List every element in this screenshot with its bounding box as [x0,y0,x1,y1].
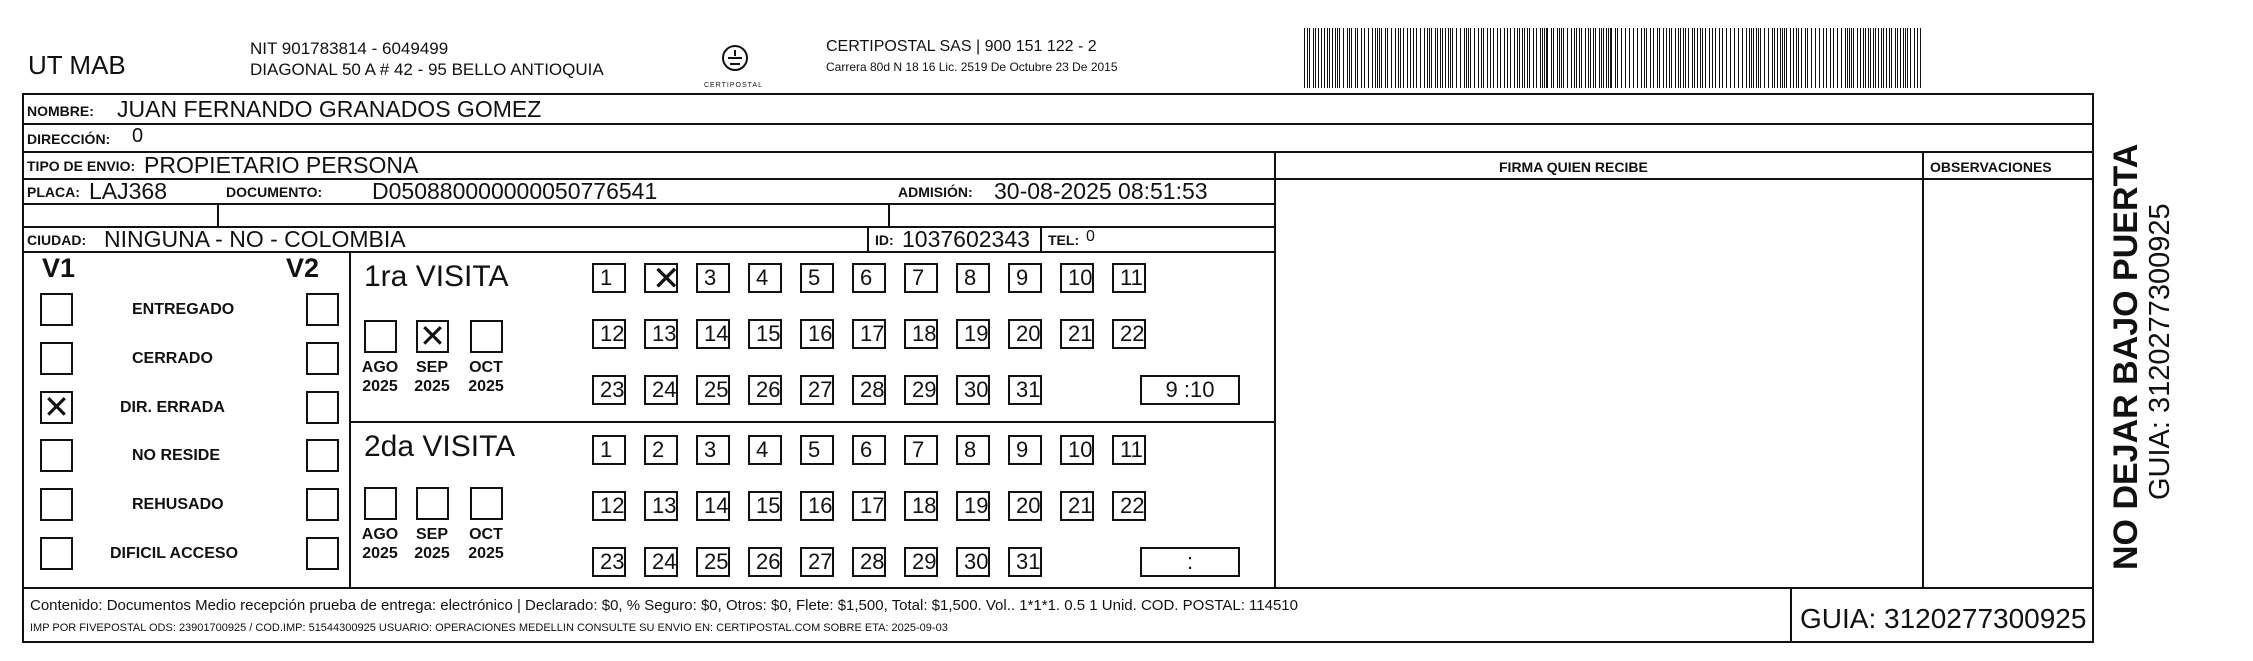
v1-checkbox[interactable] [40,342,73,375]
v2-checkbox[interactable] [306,488,339,521]
day-box[interactable]: 30 [956,547,990,577]
v2-checkbox[interactable] [306,537,339,570]
day-box[interactable]: 29 [904,375,938,405]
admision-label: ADMISIÓN: [898,184,973,200]
status-label: DIR. ERRADA [120,399,225,416]
company-nit-address [250,38,604,80]
id-label: ID: [875,232,894,248]
tel-label: TEL: [1048,232,1080,248]
month-checkbox-ago[interactable] [364,320,397,353]
logo-caption: CERTIPOSTAL [704,82,763,89]
status-label: DIFICIL ACCESO [110,545,239,562]
day-box[interactable]: 3 [696,263,730,293]
no-dejar-bajo-puerta: NO DEJAR BAJO PUERTA [2107,143,2145,570]
month-label: SEP 2025 [414,526,450,562]
day-box[interactable]: 16 [800,491,834,521]
month-checkbox-oct[interactable] [470,487,503,520]
tipo-envio-value: PROPIETARIO PERSONA [144,152,419,178]
v1-title: V1 [42,253,76,283]
day-box[interactable]: 26 [748,375,782,405]
v1-checkbox[interactable] [40,537,73,570]
day-box[interactable]: 31 [1008,547,1042,577]
day-box[interactable]: 20 [1008,491,1042,521]
day-box[interactable]: 15 [748,491,782,521]
first-visit-title: 1ra VISITA [364,260,509,293]
tipo-envio-label: TIPO DE ENVIO: [27,158,136,174]
day-box[interactable]: 22 [1112,491,1146,521]
day-box[interactable]: 6 [852,435,886,465]
day-box[interactable]: 19 [956,491,990,521]
day-box[interactable]: 19 [956,319,990,349]
day-box[interactable]: 15 [748,319,782,349]
tel-value: 0 [1086,228,1095,245]
day-box[interactable]: 13 [644,319,678,349]
day-box[interactable]: 9 [1008,263,1042,293]
status-label: ENTREGADO [132,301,235,318]
day-box[interactable]: 10 [1060,435,1094,465]
day-box[interactable]: 31 [1008,375,1042,405]
v1-checkbox[interactable] [40,488,73,521]
month-checkbox-sep[interactable]: ✕ [416,320,449,353]
day-box[interactable]: 23 [592,547,626,577]
day-box[interactable]: 28 [852,547,886,577]
v2-checkbox[interactable] [306,342,339,375]
day-box[interactable]: 12 [592,491,626,521]
day-box[interactable]: 20 [1008,319,1042,349]
month-label: SEP 2025 [414,359,450,395]
documento-value: D050880000000050776541 [372,178,658,204]
day-box[interactable]: 25 [696,547,730,577]
month-checkbox-oct[interactable] [470,320,503,353]
day-box[interactable]: 21 [1060,491,1094,521]
month-checkbox-ago[interactable] [364,487,397,520]
day-box[interactable]: 3 [696,435,730,465]
day-box[interactable]: 4 [748,263,782,293]
day-box[interactable]: 14 [696,491,730,521]
day-box[interactable]: 1 [592,263,626,293]
v2-checkbox[interactable] [306,293,339,326]
v1-checkbox[interactable] [40,293,73,326]
day-box[interactable]: 27 [800,375,834,405]
guia-footer: GUIA: 3120277300925 [1800,603,2087,634]
day-box[interactable]: 29 [904,547,938,577]
month-label: AGO 2025 [361,526,399,562]
status-label: CERRADO [132,350,213,367]
certipostal-address: Carrera 80d N 18 16 Lic. 2519 De Octubre 23 De 2015 [826,60,1118,74]
certipostal-logo-icon [710,36,760,86]
direccion-label: DIRECCIÓN: [27,131,111,147]
day-box[interactable]: 5 [800,263,834,293]
status-label: REHUSADO [132,496,224,513]
second-visit-title: 2da VISITA [364,430,516,463]
day-box[interactable]: 5 [800,435,834,465]
v2-checkbox[interactable] [306,391,339,424]
day-box[interactable]: ✕ [644,263,678,293]
direccion-value: 0 [132,125,144,147]
address-line: DIAGONAL 50 A # 42 - 95 BELLO ANTIOQUIA [250,60,604,79]
day-box[interactable]: 18 [904,491,938,521]
barcode [1304,28,1924,88]
month-label: AGO 2025 [361,359,399,395]
observaciones-label: OBSERVACIONES [1930,159,2052,175]
ciudad-value: NINGUNA - NO - COLOMBIA [104,226,406,252]
certipostal-name: CERTIPOSTAL SAS | 900 151 122 - 2 [826,38,1097,55]
day-box[interactable]: 26 [748,547,782,577]
day-box[interactable]: 24 [644,375,678,405]
v2-title: V2 [286,253,320,283]
day-box[interactable]: 7 [904,263,938,293]
day-box[interactable]: 16 [800,319,834,349]
day-box[interactable]: 2 [644,435,678,465]
day-box[interactable]: 1 [592,435,626,465]
day-box[interactable]: 11 [1112,263,1146,293]
admision-value: 30-08-2025 08:51:53 [994,178,1208,204]
placa-value: LAJ368 [89,178,168,204]
day-box[interactable]: 12 [592,319,626,349]
day-box[interactable]: 14 [696,319,730,349]
month-label: OCT 2025 [468,526,504,562]
day-box[interactable]: 22 [1112,319,1146,349]
status-label: NO RESIDE [132,447,221,464]
day-box[interactable]: 6 [852,263,886,293]
day-box[interactable]: 25 [696,375,730,405]
day-box[interactable]: 21 [1060,319,1094,349]
day-box[interactable]: 7 [904,435,938,465]
company-name: UT MAB [28,50,126,80]
documento-label: DOCUMENTO: [226,184,323,200]
contenido-line: Contenido: Documentos Medio recepción prueba de entrega: electrónico | Declarado: $0, % Seguro: $0, Otros: $0, Flete: $1,500, Total: $1,500. Vol.. 1*1*1. 0.5 1 Unid. COD. POSTAL: 114510 [30,597,1298,614]
day-box[interactable]: 30 [956,375,990,405]
nit-line: NIT 901783814 - 6049499 [250,39,449,58]
time-box[interactable]: 9 :10 [1140,375,1240,405]
time-box[interactable]: : [1140,547,1240,577]
day-box[interactable]: 17 [852,491,886,521]
v1-checkbox[interactable] [40,439,73,472]
day-box[interactable]: 4 [748,435,782,465]
id-value: 1037602343 [902,226,1030,252]
impresion-line: IMP POR FIVEPOSTAL ODS: 23901700925 / COD.IMP: 51544300925 USUARIO: OPERACIONES MEDELLIN CONSULTE SU ENVIO EN: CERTIPOSTAL.COM SOBRE ETA: 2025-09-03 [30,622,948,634]
nombre-label: NOMBRE: [27,103,94,119]
ciudad-label: CIUDAD: [27,232,87,248]
day-box[interactable]: 17 [852,319,886,349]
day-box[interactable]: 13 [644,491,678,521]
day-box[interactable]: 18 [904,319,938,349]
nombre-value: JUAN FERNANDO GRANADOS GOMEZ [117,96,542,122]
day-box[interactable]: 28 [852,375,886,405]
day-box[interactable]: 9 [1008,435,1042,465]
day-box[interactable]: 27 [800,547,834,577]
firma-label: FIRMA QUIEN RECIBE [1499,159,1648,175]
v2-checkbox[interactable] [306,439,339,472]
month-label: OCT 2025 [468,359,504,395]
guide-frame [22,93,2094,643]
day-box[interactable]: 10 [1060,263,1094,293]
day-box[interactable]: 8 [956,435,990,465]
day-box[interactable]: 23 [592,375,626,405]
v1-checkbox[interactable]: ✕ [40,391,73,424]
guia-vertical: GUIA: 3120277300925 [2144,203,2176,500]
day-box[interactable]: 11 [1112,435,1146,465]
month-checkbox-sep[interactable] [416,487,449,520]
day-box[interactable]: 24 [644,547,678,577]
day-box[interactable]: 8 [956,263,990,293]
placa-label: PLACA: [27,184,80,200]
